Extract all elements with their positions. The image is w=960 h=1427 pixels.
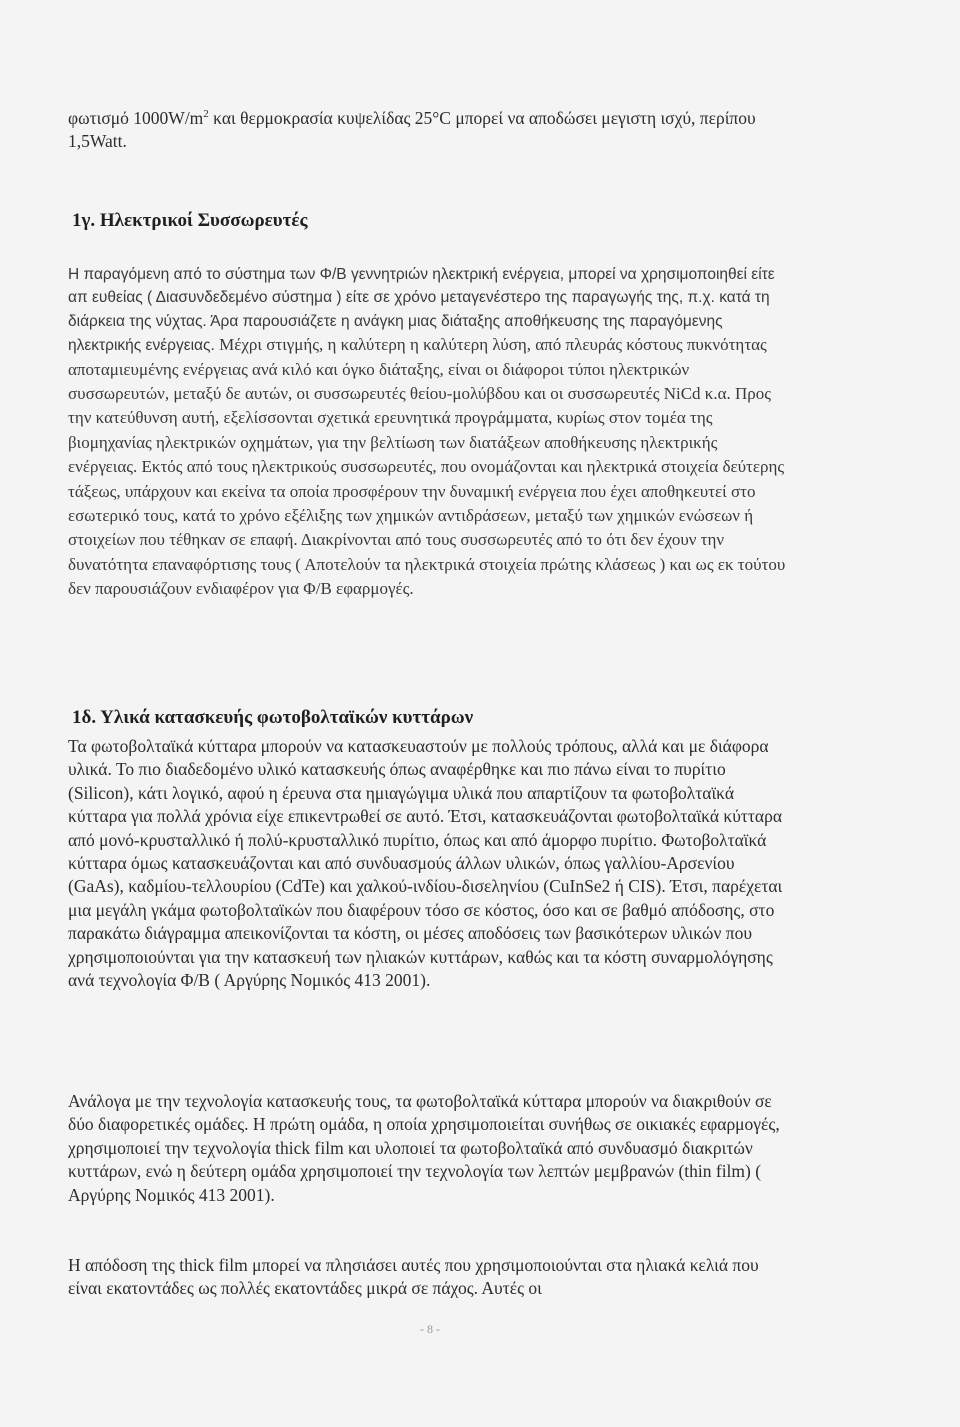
section-1g-heading: 1γ. Ηλεκτρικοί Συσσωρευτές [72,210,308,231]
top-paragraph [68,107,788,154]
top-paragraph-text-cont: και θερμοκρασία κυψελίδας 25°C μπορεί να αποδώσει μεγιστη ισχύ, περίπου 1,5Watt. [68,108,756,152]
section-1d-paragraph-2: Ανάλογα με την τεχνολογία κατασκευής τους, τα φωτοβολταϊκά κύτταρα μπορούν να διακριθούν σε δύο διαφορετικές ομάδες. Η πρώτη ομάδα, η οποία χρησιμοποιείται συνήθως σε οικιακές εφαρμογές, χρησιμοποιεί την τεχνολογία thick film και υλοποιεί τα φωτοβολταϊκά από συνδυασμό διακριτών κυττάρων, ενώ η δεύτερη ομάδα χρησιμοποιεί την τεχνολογία των λεπτών μεμβρανών (thin film) ( Αργύρης Νομικός 413 2001). [68,1091,780,1205]
section-1d-paragraph-1: Τα φωτοβολταϊκά κύτταρα μπορούν να κατασκευαστούν με πολλούς τρόπους, αλλά και με διάφορα υλικά. Το πιο διαδεδομένο υλικό κατασκευής όπως αναφέρθηκε και πιο πάνω είναι το πυρίτιο (Silicon), κάτι λογικό, αφού η έρευνα στα ημιαγώγιμα υλικά που απαρτίζουν τα φωτοβολταϊκά κύτταρα για πολλά χρόνια είχε επικεντρωθεί σε αυτό. Έτσι, κατασκευάζονται φωτοβολταϊκά κύτταρα από μονό-κρυσταλλικό ή πολύ-κρυσταλλικό πυρίτιο, όπως και από άμορφο πυρίτιο. Φωτοβολταϊκά κύτταρα όμως κατασκευάζονται και από συνδυασμούς άλλων υλικών, όπως γαλλίου-Αρσενίου (GaAs), καδμίου-τελλουρίου (CdTe) και χαλκού-ινδίου-δισεληνίου (CuInSe2 ή CIS). Έτσι, παρέχεται μια μεγάλη γκάμα φωτοβολταϊκών που διαφέρουν τόσο σε κόστος, όσο και σε βαθμό απόδοσης, στο παρακάτω διάγραμμα απεικονίζονται τα κόστη, οι μέσες αποδόσεις των βασικότερων υλικών που χρησιμοποιούνται για την κατασκευή των ηλιακών κυττάρων, καθώς και τα κόστη συναρμολόγησης ανά τεχνολογία Φ/Β ( Αργύρης Νομικός 413 2001). [68,736,783,991]
section-1d-heading: 1δ. Υλικά κατασκευής φωτοβολταϊκών κυττάρων [72,707,474,728]
section-1d-paragraph-3: Η απόδοση της thick film μπορεί να πλησιάσει αυτές που χρησιμοποιούνται στα ηλιακά κελιά που είναι εκατοντάδες ως πολλές εκατοντάδες μικρά σε πάχος. Αυτές οι [68,1255,759,1299]
superscript-2: 2 [203,108,209,121]
section-1g-sans-text: Η παραγόμενη από το σύστημα των Φ/Β γεννητριών ηλεκτρική ενέργεια, μπορεί να χρησιμοποιηθεί είτε απ ευθείας ( Διασυνδεδεμένο σύστημα ) είτε σε χρόνο μεταγενέστερο της παραγωγής της, π.χ. κατά τη διάρκεια της νύχτας. Άρα παρουσιάζετε η ανάγκη μιας διάταξης αποθήκευσης της παραγόμενης ηλεκτρικής ενέργειας. [68,266,775,355]
top-paragraph-text: φωτισμό 1000W/m [68,108,204,128]
section-1g-paragraph-sans [68,263,788,602]
page-number: - 8 - [420,1322,440,1336]
section-1g-serif-text: Μέχρι στιγμής, η καλύτερη η καλύτερη λύση, από πλευράς κόστους πυκνότητας αποταμιευμένης ενέργειας ανά κιλό και όγκο διάταξης, είναι οι διάφοροι τύποι ηλεκτρικών συσσωρευτών, μεταξύ δε αυτών, οι συσσωρευτές θείου-μολύβδου και οι συσσωρευτές NiCd κ.α. Προς την κατεύθυνση αυτή, εξελίσσονται σχετικά ερευνητικά προγράμματα, κυρίως στον τομέα της βιομηχανίας ηλεκτρικών οχημάτων, για την βελτίωση των διατάξεων αποθήκευσης ηλεκτρικής ενέργειας. Εκτός από τους ηλεκτρικούς συσσωρευτές, που ονομάζονται και ηλεκτρικά στοιχεία δεύτερης τάξεως, υπάρχουν και εκείνα τα οποία προσφέρουν την δυναμική ενέργεια που έχει αποθηκευτεί στο εσωτερικό τους, κατά το χρόνο εξέλιξης των χημικών αντιδράσεων, μεταξύ των χημικών ενώσεων ή στοιχείων που τέθηκαν σε επαφή. Διακρίνονται από τους συσσωρευτές από το ότι δεν έχουν την δυνατότητα επαναφόρτισης τους ( Αποτελούν τα ηλεκτρικά στοιχεία πρώτης κλάσεως ) και ως εκ τούτου δεν παρουσιάζουν ενδιαφέρον για Φ/Β εφαρμογές. [68,335,786,599]
